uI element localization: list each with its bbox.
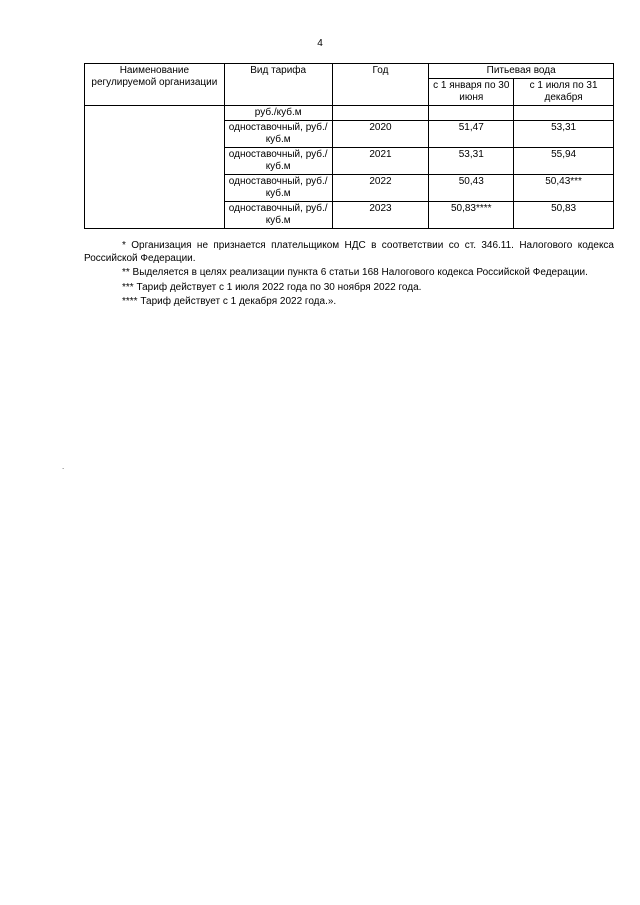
footnote-3: *** Тариф действует с 1 июля 2022 года по 30 ноября 2022 года. [122,281,422,293]
header-period-1: с 1 января по 30 июня [429,79,514,106]
footnote-1: * Организация не признается плательщиком НДС в соответствии со ст. 346.11. Налогового кодекса Российской Федерации. [84,240,614,264]
scan-speck: . [62,462,65,471]
cell-value-1: 51,47 [429,121,514,148]
cell-tariff-type: одноставочный, руб./куб.м [224,148,332,175]
cell-value-2 [514,106,614,121]
cell-value-2: 55,94 [514,148,614,175]
header-drinking-water: Питьевая вода [429,64,614,79]
footnote-2: ** Выделяется в целях реализации пункта 6 статьи 168 Налогового кодекса Российской Федерации. [122,267,588,278]
cell-value-2: 50,43*** [514,175,614,202]
cell-year: 2021 [332,148,429,175]
cell-value-2: 50,83 [514,202,614,229]
footnotes [84,240,614,311]
cell-year: 2023 [332,202,429,229]
table-row [85,106,614,121]
cell-year: 2020 [332,121,429,148]
header-period-2: с 1 июля по 31 декабря [514,79,614,106]
cell-year [332,106,429,121]
cell-value-1: 50,43 [429,175,514,202]
cell-unit: руб./куб.м [224,106,332,121]
cell-tariff-type: одноставочный, руб./куб.м [224,121,332,148]
cell-tariff-type: одноставочный, руб./куб.м [224,202,332,229]
cell-year: 2022 [332,175,429,202]
cell-value-1: 50,83**** [429,202,514,229]
cell-value-1: 53,31 [429,148,514,175]
cell-organization [85,106,225,229]
header-year: Год [332,64,429,106]
header-organization: Наименование регулируемой организации [85,64,225,106]
page-number: 4 [317,38,323,49]
tariff-table [84,63,614,229]
cell-value-2: 53,31 [514,121,614,148]
footnote-4: **** Тариф действует с 1 декабря 2022 года.». [122,296,337,307]
cell-value-1 [429,106,514,121]
cell-tariff-type: одноставочный, руб./куб.м [224,175,332,202]
header-tariff-type: Вид тарифа [224,64,332,106]
